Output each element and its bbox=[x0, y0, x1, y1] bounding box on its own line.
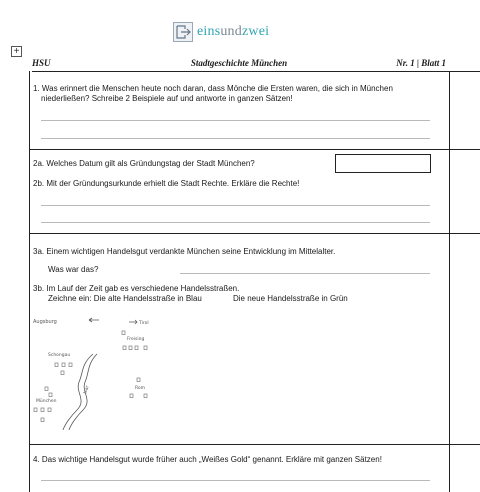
row-divider bbox=[29, 444, 480, 445]
trade-route-sketch-map bbox=[31, 314, 177, 430]
row-divider bbox=[29, 233, 480, 234]
map-label-muenchen: München bbox=[36, 399, 57, 404]
question-3b-line-1: 3b. Im Lauf der Zeit gab es verschiedene Handelsstraßen. bbox=[33, 284, 240, 293]
question-4: 4. Das wichtige Handelsgut wurde früher auch „Weißes Gold“ genannt. Erkläre mit ganzen Sätzen! bbox=[33, 455, 382, 464]
answer-line[interactable] bbox=[180, 273, 430, 274]
answer-line[interactable] bbox=[41, 205, 430, 206]
logo-wordmark bbox=[197, 24, 269, 40]
logo bbox=[173, 20, 269, 44]
question-2a: 2a. Welches Datum gilt als Gründungstag der Stadt München? bbox=[33, 159, 255, 168]
table-move-handle-icon[interactable]: + bbox=[11, 46, 22, 57]
subject-label: HSU bbox=[32, 58, 51, 68]
map-label-isar: Isar bbox=[83, 385, 91, 395]
date-answer-box[interactable] bbox=[335, 154, 431, 173]
map-label-rom: Rom bbox=[135, 386, 146, 391]
town-schongau-houses bbox=[55, 363, 72, 375]
logo-word-eins: eins bbox=[197, 24, 221, 39]
question-1-line-1: 1. Was erinnert die Menschen heute noch daran, dass Mönche die Ersten waren, die sich in München bbox=[33, 84, 393, 93]
answer-line[interactable] bbox=[41, 120, 430, 121]
logo-word-zwei: zwei bbox=[241, 24, 270, 39]
question-3b-line-2b: Die neue Handelsstraße in Grün bbox=[233, 294, 348, 303]
arrow-right-icon bbox=[129, 320, 137, 324]
question-3b-line-2a: Zeichne ein: Die alte Handelsstraße in Blau bbox=[48, 294, 202, 303]
answer-line[interactable] bbox=[41, 480, 430, 481]
map-label-freising: Freising bbox=[127, 337, 145, 342]
worksheet-title: Stadtgeschichte München bbox=[190, 58, 288, 68]
question-2b: 2b. Mit der Gründungsurkunde erhielt die Stadt Rechte. Erkläre die Rechte! bbox=[33, 179, 300, 188]
answer-line[interactable] bbox=[41, 222, 430, 223]
worksheet-header bbox=[32, 57, 446, 71]
map-label-augsburg: Augsburg bbox=[33, 319, 57, 325]
row-divider bbox=[29, 149, 480, 150]
question-3a-line-2: Was war das? bbox=[48, 265, 99, 274]
question-3a-line-1: 3a. Einem wichtigen Handelsgut verdankte München seine Entwicklung im Mittelalter. bbox=[33, 247, 336, 256]
question-1-line-2: niederließen? Schreibe 2 Beispiele auf und antworte in ganzen Sätzen! bbox=[41, 94, 293, 103]
sheet-number: Nr. 1 | Blatt 1 bbox=[396, 58, 446, 68]
table-border-left bbox=[29, 71, 30, 492]
exit-arrow-icon bbox=[173, 22, 193, 42]
header-rule bbox=[32, 71, 480, 72]
table-border-right-column bbox=[449, 71, 450, 492]
map-label-tirol: Tirol bbox=[139, 321, 149, 326]
town-muenchen-houses bbox=[34, 387, 52, 422]
arrow-left-icon bbox=[89, 318, 99, 322]
answer-line[interactable] bbox=[41, 138, 430, 139]
logo-word-und: und bbox=[220, 24, 242, 39]
map-label-schongau: Schongau bbox=[48, 353, 71, 358]
